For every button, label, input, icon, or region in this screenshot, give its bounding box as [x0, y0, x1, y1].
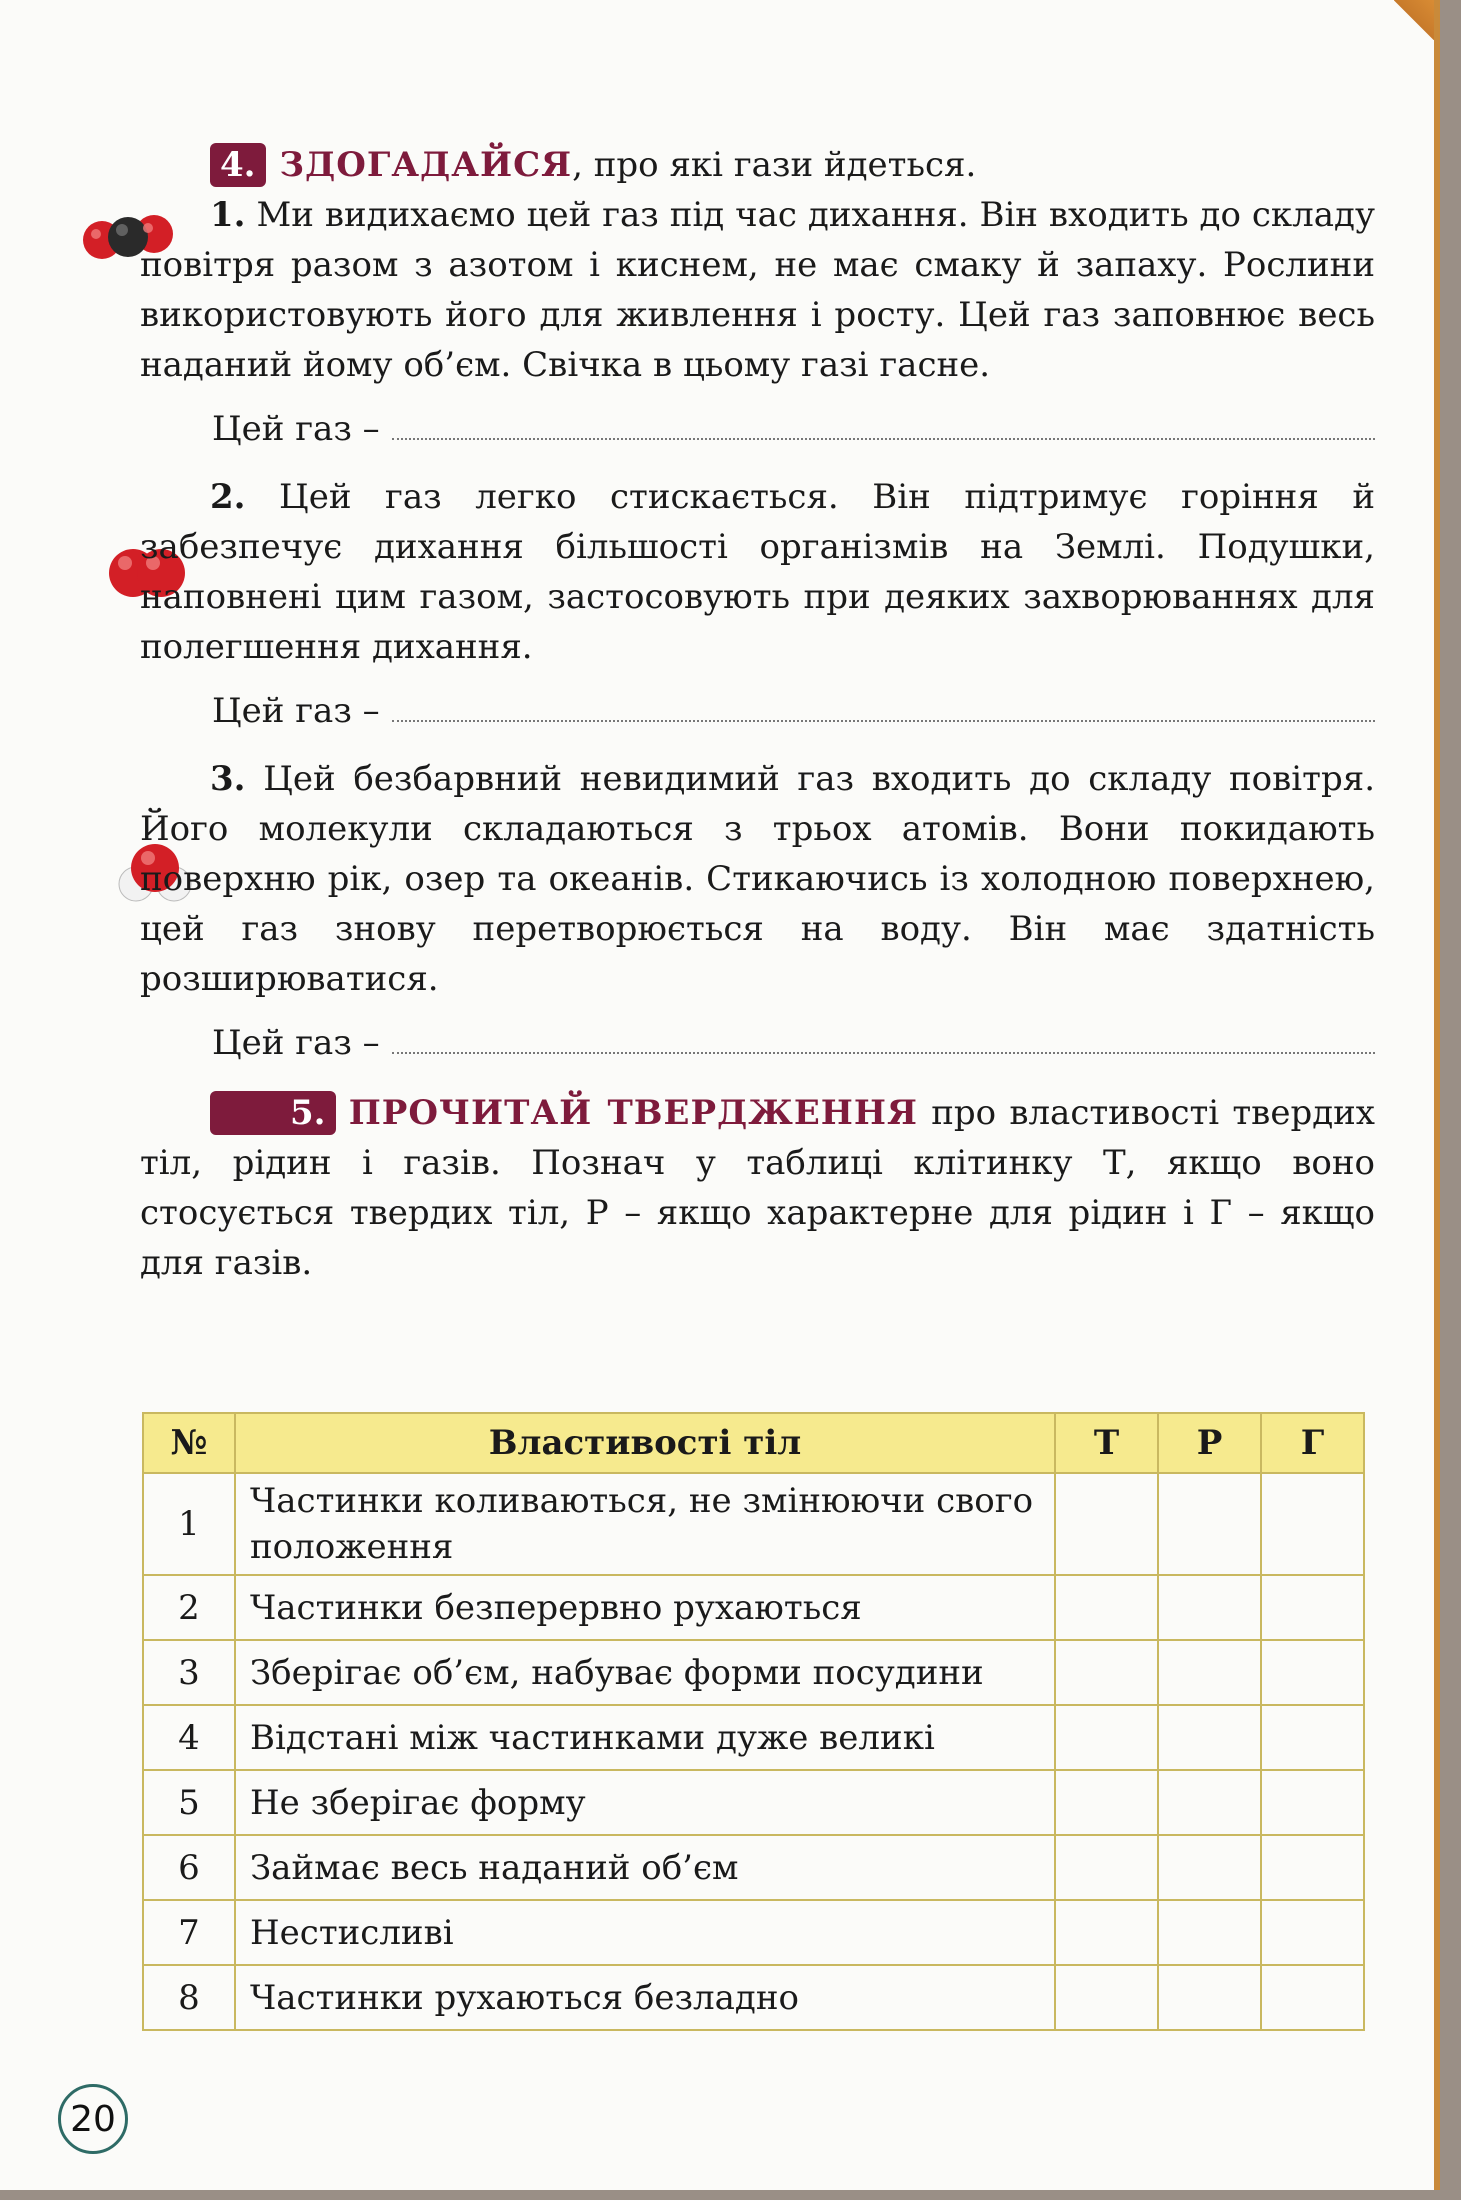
- header-liquid: Р: [1158, 1413, 1261, 1473]
- task4-number-badge: 4.: [210, 143, 266, 187]
- row-property: Зберігає об’єм, набуває форми посудини: [235, 1640, 1055, 1705]
- row-number: 2: [143, 1575, 235, 1640]
- solid-cell[interactable]: [1055, 1835, 1158, 1900]
- row-property: Відстані між частинками дуже великі: [235, 1705, 1055, 1770]
- task5-intro: [140, 1088, 1375, 1288]
- table-row: [143, 1965, 1364, 2030]
- row-property: Не зберігає форму: [235, 1770, 1055, 1835]
- liquid-cell[interactable]: [1158, 1835, 1261, 1900]
- liquid-cell[interactable]: [1158, 1770, 1261, 1835]
- row-number: 1: [143, 1473, 235, 1575]
- table-row: [143, 1640, 1364, 1705]
- gas-cell[interactable]: [1261, 1835, 1364, 1900]
- answer-line-3[interactable]: [212, 1018, 1375, 1068]
- solid-cell[interactable]: [1055, 1965, 1158, 2030]
- row-property: Частинки коливаються, не змінюючи свого положення: [235, 1473, 1055, 1575]
- task4-title: ЗДОГАДАЙСЯ: [279, 145, 573, 185]
- task5-text: про властивості твердих тіл, рідин і газів. Познач у таблиці клітинку Т, якщо воно стосується твердих тіл, Р – якщо характерне для рідин і Г – якщо для газів.: [140, 1093, 1375, 1283]
- table-row: [143, 1575, 1364, 1640]
- header-solid: Т: [1055, 1413, 1158, 1473]
- answer-line-1[interactable]: [212, 404, 1375, 454]
- item-text: Цей газ легко стискається. Він підтримує горіння й забезпечує дихання більшості організмів на Землі. Подушки, наповнені цим газом, застосовують при деяких захворюваннях для полегшення дихання.: [140, 477, 1375, 667]
- row-number: 5: [143, 1770, 235, 1835]
- solid-cell[interactable]: [1055, 1705, 1158, 1770]
- page-number: 20: [58, 2084, 128, 2154]
- answer-label: Цей газ –: [212, 409, 380, 449]
- gas-cell[interactable]: [1261, 1640, 1364, 1705]
- page-corner: [1394, 0, 1434, 40]
- task4-heading: [210, 140, 1375, 190]
- answer-line-2[interactable]: [212, 686, 1375, 736]
- page-content: [140, 140, 1375, 1288]
- table-header-row: [143, 1413, 1364, 1473]
- header-gas: Г: [1261, 1413, 1364, 1473]
- task5-number-badge: 5.: [210, 1091, 336, 1135]
- table-row: [143, 1900, 1364, 1965]
- liquid-cell[interactable]: [1158, 1965, 1261, 2030]
- task4-item-3: [140, 754, 1375, 1004]
- row-property: Частинки безперервно рухаються: [235, 1575, 1055, 1640]
- solid-cell[interactable]: [1055, 1473, 1158, 1575]
- gas-cell[interactable]: [1261, 1575, 1364, 1640]
- liquid-cell[interactable]: [1158, 1575, 1261, 1640]
- gas-cell[interactable]: [1261, 1473, 1364, 1575]
- answer-label: Цей газ –: [212, 1023, 380, 1063]
- item-number: 3.: [210, 759, 246, 799]
- liquid-cell[interactable]: [1158, 1705, 1261, 1770]
- answer-label: Цей газ –: [212, 691, 380, 731]
- row-number: 4: [143, 1705, 235, 1770]
- liquid-cell[interactable]: [1158, 1473, 1261, 1575]
- item-text: Цей безбарвний невидимий газ входить до складу повітря. Його молекули складаються з трьох атомів. Вони покидають поверхню рік, озер та океанів. Стикаючись із холодною поверхнею, цей газ знову перетворюється на воду. Він має здатність розширюватися.: [140, 759, 1375, 999]
- gas-cell[interactable]: [1261, 1900, 1364, 1965]
- gas-cell[interactable]: [1261, 1770, 1364, 1835]
- task4-item-2: [140, 472, 1375, 672]
- gas-cell[interactable]: [1261, 1705, 1364, 1770]
- gas-cell[interactable]: [1261, 1965, 1364, 2030]
- answer-blank[interactable]: [392, 404, 1375, 440]
- row-number: 7: [143, 1900, 235, 1965]
- liquid-cell[interactable]: [1158, 1640, 1261, 1705]
- row-property: Частинки рухаються безладно: [235, 1965, 1055, 2030]
- answer-blank[interactable]: [392, 686, 1375, 722]
- table-row: [143, 1473, 1364, 1575]
- row-number: 6: [143, 1835, 235, 1900]
- item-number: 1.: [210, 195, 246, 235]
- table-row: [143, 1705, 1364, 1770]
- task5-title: ПРОЧИТАЙ ТВЕРДЖЕННЯ: [348, 1093, 919, 1133]
- row-property: Нестисливі: [235, 1900, 1055, 1965]
- solid-cell[interactable]: [1055, 1640, 1158, 1705]
- header-number: №: [143, 1413, 235, 1473]
- answer-blank[interactable]: [392, 1018, 1375, 1054]
- row-number: 3: [143, 1640, 235, 1705]
- table-row: [143, 1770, 1364, 1835]
- task4-item-1: [140, 190, 1375, 390]
- properties-table: [142, 1412, 1365, 2031]
- liquid-cell[interactable]: [1158, 1900, 1261, 1965]
- item-number: 2.: [210, 477, 246, 517]
- table-row: [143, 1835, 1364, 1900]
- solid-cell[interactable]: [1055, 1770, 1158, 1835]
- item-text: Ми видихаємо цей газ під час дихання. Він входить до складу повітря разом з азотом і киснем, не має смаку й запаху. Рослини використовують його для живлення і росту. Цей газ заповнює весь наданий йому об’єм. Свічка в цьому газі гасне.: [140, 195, 1375, 385]
- solid-cell[interactable]: [1055, 1575, 1158, 1640]
- task4-title-rest: , про які гази йдеться.: [572, 145, 977, 185]
- header-properties: Властивості тіл: [235, 1413, 1055, 1473]
- row-property: Займає весь наданий об’єм: [235, 1835, 1055, 1900]
- solid-cell[interactable]: [1055, 1900, 1158, 1965]
- row-number: 8: [143, 1965, 235, 2030]
